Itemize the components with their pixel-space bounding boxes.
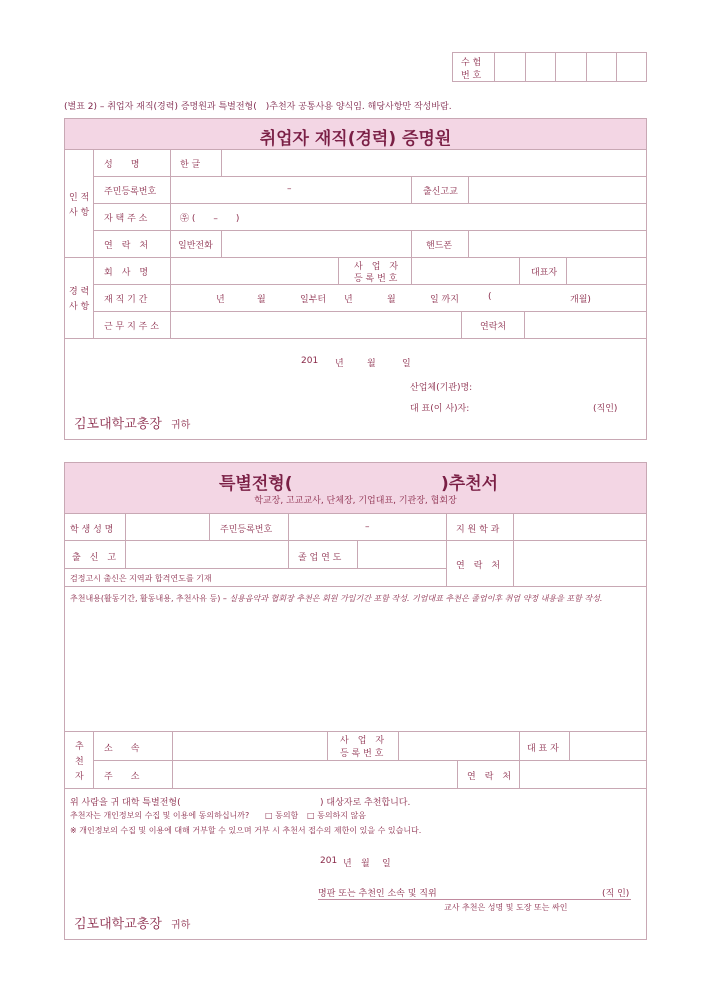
period-months: 개월)	[570, 295, 591, 305]
dept-label: 지 원 학 과	[456, 525, 500, 535]
school2-label: 출 신 고	[72, 553, 117, 563]
signer-label: 명판 또는 추천인 소속 및 직위	[318, 889, 437, 899]
rrn-dash: –	[287, 184, 292, 194]
contact2-label: 연 락 처	[456, 561, 501, 571]
addressee2: 김포대학교총장	[74, 917, 162, 932]
date2-m: 월	[361, 859, 370, 869]
statement-left: 위 사람을 귀 대학 특별전형(	[70, 798, 181, 808]
recommender-section-label: 추	[75, 742, 84, 752]
name-input[interactable]	[226, 152, 641, 172]
content-label-line	[70, 593, 602, 604]
org-name-label: 산업체(기관)명:	[410, 383, 473, 393]
grad-year-label: 졸 업 연 도	[298, 553, 342, 563]
career-section-label2: 사 항	[69, 302, 90, 312]
content-note: – 실용음악과 협회장 추천은 회원 가입기간 포함 작성. 기업대표 추천은 졸업이후 취업 약정 내용을 포함 작성.	[220, 594, 603, 603]
consent-question: 추천자는 개인정보의 수집 및 이용에 동의하십니까?	[70, 811, 250, 820]
rec-ceo-label: 대 표 자	[527, 744, 559, 754]
name-label: 성 명	[104, 160, 140, 170]
recommendation-content-input[interactable]	[70, 608, 640, 726]
name-sub-label: 한 글	[180, 160, 201, 170]
date-m: 월	[367, 359, 376, 369]
rec-bizno-label: 사 업 자	[340, 736, 385, 746]
exam-number-box	[452, 52, 647, 82]
exam-number-label2: 번 호	[461, 71, 482, 81]
date2-y: 년	[343, 859, 352, 869]
career-section-label: 경 력	[69, 287, 90, 297]
rrn-label: 주민등록번호	[104, 187, 157, 197]
consent-note: ※ 개인정보의 수집 및 이용에 대해 거부할 수 있으며 거부 시 추천서 접수의 제한이 있을 수 있습니다.	[70, 826, 422, 835]
rrn2-dash: –	[365, 522, 370, 532]
consent-yes-checkbox[interactable]: □ 동의함	[265, 811, 299, 820]
date-y: 년	[335, 359, 344, 369]
date2-d: 일	[382, 859, 391, 869]
addressee2-suffix: 귀하	[171, 920, 191, 931]
bizno-label: 사 업 자	[354, 262, 399, 272]
form2-subtitle: 학교장, 고교교사, 단체장, 기업대표, 기관장, 협회장	[254, 496, 457, 506]
work-contact-label: 연락처	[480, 322, 507, 332]
date2-year: 201	[320, 856, 338, 866]
address-postcode: ㉾ ( – )	[180, 214, 240, 224]
content-label: 추천내용(활동기간, 활동내용, 추천사유 등)	[70, 594, 221, 603]
date-year: 201	[301, 356, 319, 366]
form2-title-right: )추천서	[441, 474, 499, 494]
statement-right: ) 대상자로 추천합니다.	[320, 798, 411, 808]
rec-bizno-label2: 등 록 번 호	[340, 749, 384, 759]
addressee-suffix: 귀하	[171, 420, 191, 431]
affil-label: 소 속	[104, 744, 140, 754]
personal-section-label2: 사 항	[69, 208, 90, 218]
company-label: 회 사 명	[104, 268, 149, 278]
student-name-label: 학 생 성 명	[70, 525, 114, 535]
rec-contact-label: 연 락 처	[467, 772, 512, 782]
ged-note: 검정고시 출신은 지역과 합격연도를 기재	[70, 574, 212, 583]
contact-label: 연 락 처	[104, 241, 149, 251]
period-label: 재 직 기 간	[104, 295, 148, 305]
period-from: 일부터	[300, 295, 327, 305]
seal2-label: (직 인)	[602, 889, 630, 899]
ceo-label: 대표자	[531, 268, 558, 278]
bizno-label2: 등 록 번 호	[354, 274, 398, 284]
mobile-label: 핸드폰	[426, 241, 453, 251]
seal-label: (직인)	[593, 404, 618, 414]
form2-title-left: 특별전형(	[219, 474, 293, 494]
addressee: 김포대학교총장	[74, 417, 162, 432]
rec-address-label: 주 소	[104, 772, 140, 782]
period-month2: 월	[387, 295, 396, 305]
period-to: 일 까지	[430, 295, 459, 305]
rrn2-label: 주민등록번호	[220, 525, 273, 535]
period-paren: (	[488, 292, 492, 302]
consent-no-checkbox[interactable]: □ 동의하지 않음	[307, 811, 367, 820]
teacher-note: 교사 추천은 성명 및 도장 또는 싸인	[444, 903, 568, 912]
work-address-label: 근 무 지 주 소	[104, 322, 159, 332]
school-label: 출신고교	[423, 187, 458, 197]
date-d: 일	[402, 359, 411, 369]
home-phone-label: 일반전화	[178, 241, 213, 251]
rep-label: 대 표(이 사)자:	[410, 404, 470, 414]
form1-title: 취업자 재직(경력) 증명원	[259, 129, 452, 149]
period-year: 년	[216, 295, 225, 305]
address-label: 자 택 주 소	[104, 214, 148, 224]
personal-section-label: 인 적	[69, 193, 90, 203]
period-year2: 년	[344, 295, 353, 305]
recommender-section-label2: 천	[75, 757, 84, 767]
period-month: 월	[257, 295, 266, 305]
recommender-section-label3: 자	[75, 772, 84, 782]
header-note: (별표 2) – 취업자 재직(경력) 증명원과 특별전형( )추천자 공통사용 양식임. 해당사항만 작성바람.	[64, 102, 452, 112]
exam-number-label: 수 험	[461, 58, 482, 68]
